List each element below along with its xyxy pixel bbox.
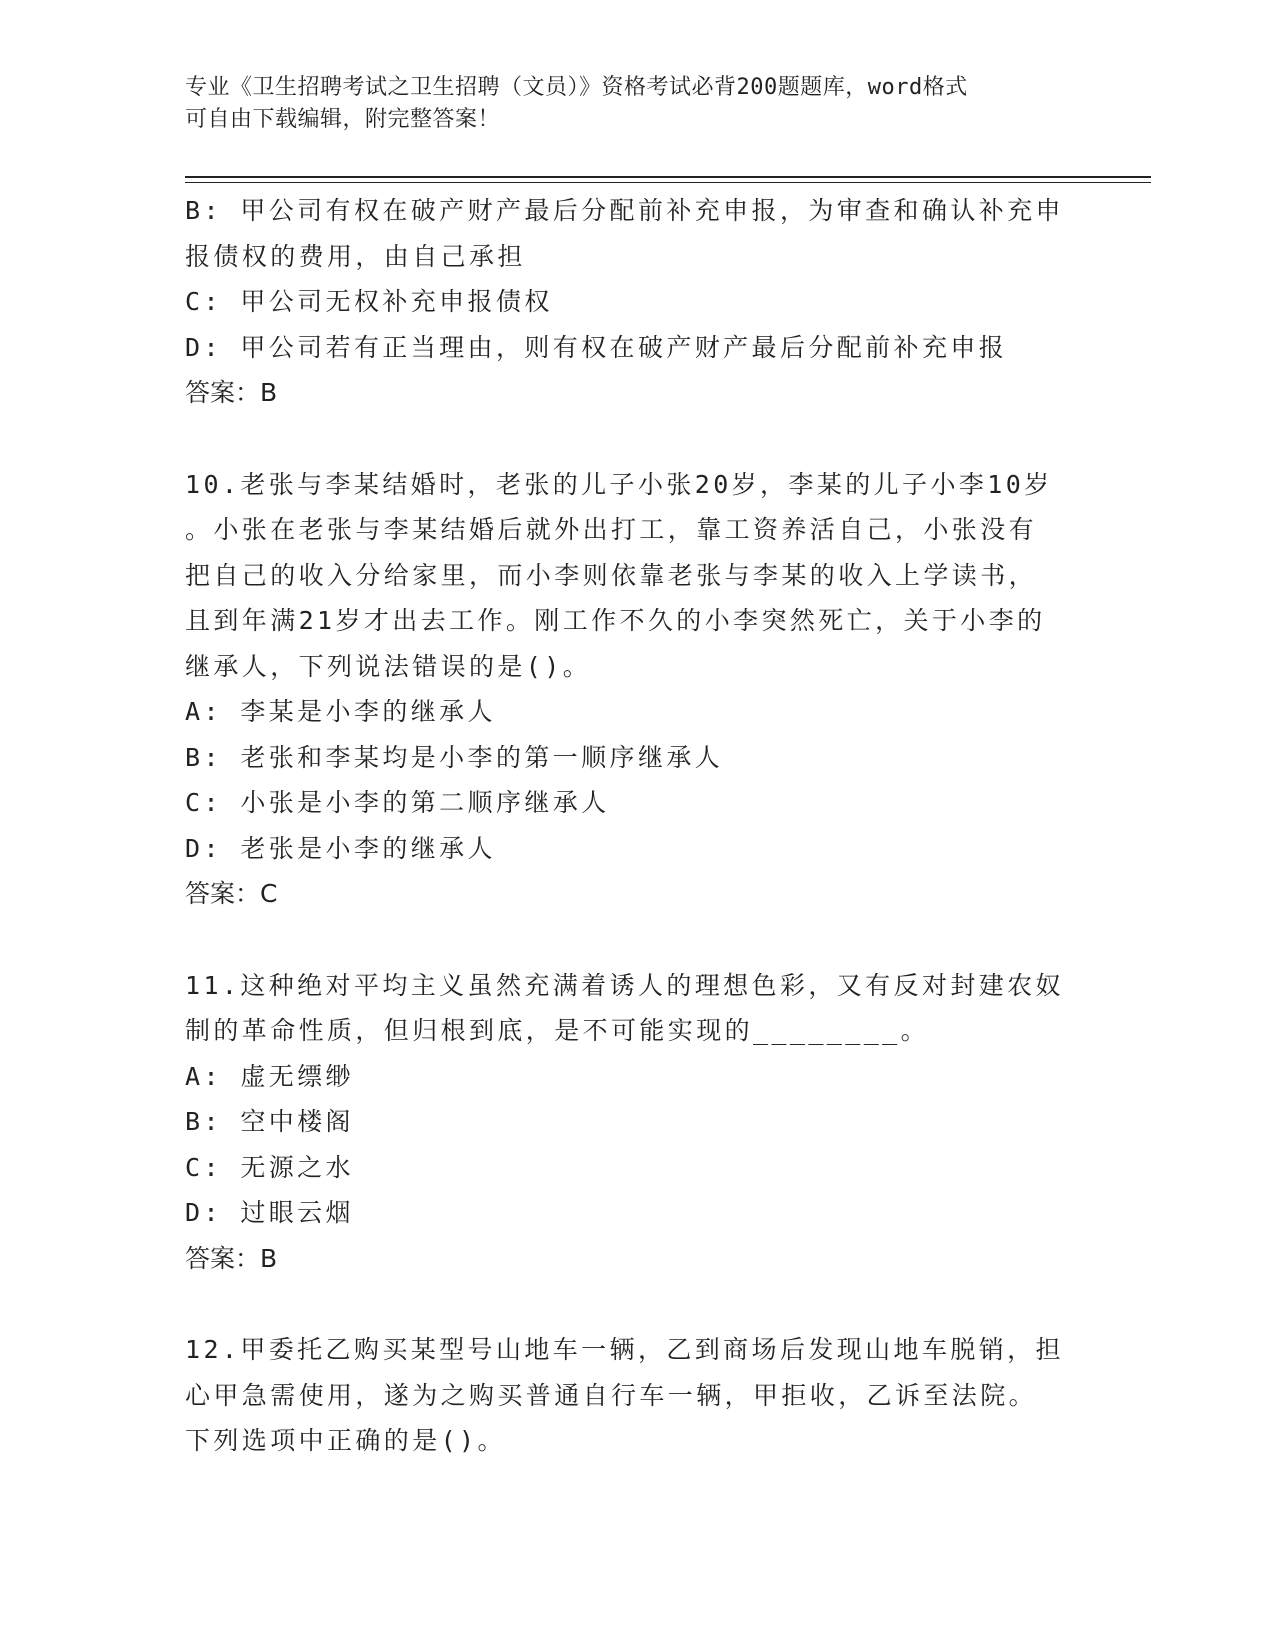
answer: 答案：B: [185, 1243, 278, 1273]
question-text-line: 下列选项中正确的是()。: [185, 1426, 506, 1455]
document-header: [185, 72, 1065, 136]
option-b: B: 老张和李某均是小李的第一顺序继承人: [185, 742, 724, 772]
question-text-line: 。小张在老张与李某结婚后就外出打工，靠工资养活自己，小张没有: [185, 515, 1038, 544]
header-divider-thin: [185, 182, 1151, 183]
spacer: [185, 917, 1085, 963]
option-c: C: 小张是小李的第二顺序继承人: [185, 788, 610, 817]
question-12: [185, 1327, 1085, 1464]
document-body: [185, 188, 1085, 1464]
option-a: A: 虚无缥缈: [185, 1061, 354, 1091]
header-divider-thick: [185, 176, 1151, 178]
spacer: [185, 416, 1085, 462]
option-b-line-2: 报债权的费用，由自己承担: [185, 241, 526, 271]
question-text-line: 10.老张与李某结婚时，老张的儿子小张20岁，李某的儿子小李10岁: [185, 469, 1053, 499]
question-text-line: 11.这种绝对平均主义虽然充满着诱人的理想色彩，又有反对封建农奴: [185, 970, 1064, 1000]
spacer: [185, 1281, 1085, 1327]
answer: 答案：B: [185, 378, 278, 407]
option-a: A: 李某是小李的继承人: [185, 697, 496, 726]
option-d: D: 老张是小李的继承人: [185, 833, 496, 863]
header-line-2: 可自由下载编辑，附完整答案！: [185, 107, 501, 132]
question-text-line: 且到年满21岁才出去工作。刚工作不久的小李突然死亡，关于小李的: [185, 606, 1046, 635]
continued-question: [185, 188, 1085, 416]
option-c: C: 甲公司无权补充申报债权: [185, 287, 553, 316]
header-line-1: 专业《卫生招聘考试之卫生招聘（文员）》资格考试必背200题题库，word格式: [185, 75, 968, 100]
option-d: D: 甲公司若有正当理由，则有权在破产财产最后分配前补充申报: [185, 332, 1008, 362]
answer: 答案：C: [185, 879, 278, 908]
question-10: [185, 462, 1085, 917]
option-b: B: 空中楼阁: [185, 1107, 354, 1136]
question-text-line: 继承人，下列说法错误的是()。: [185, 651, 592, 681]
question-text-line: 12.甲委托乙购买某型号山地车一辆，乙到商场后发现山地车脱销，担: [185, 1335, 1064, 1364]
question-text-line: 制的革命性质，但归根到底，是不可能实现的________。: [185, 1016, 930, 1045]
option-b-line-1: B: 甲公司有权在破产财产最后分配前补充申报，为审查和确认补充申: [185, 196, 1064, 225]
option-d: D: 过眼云烟: [185, 1198, 354, 1227]
question-11: [185, 963, 1085, 1282]
question-text-line: 心甲急需使用，遂为之购买普通自行车一辆，甲拒收，乙诉至法院。: [185, 1380, 1038, 1410]
question-text-line: 把自己的收入分给家里，而小李则依靠老张与李某的收入上学读书，: [185, 560, 1038, 590]
option-c: C: 无源之水: [185, 1152, 354, 1182]
